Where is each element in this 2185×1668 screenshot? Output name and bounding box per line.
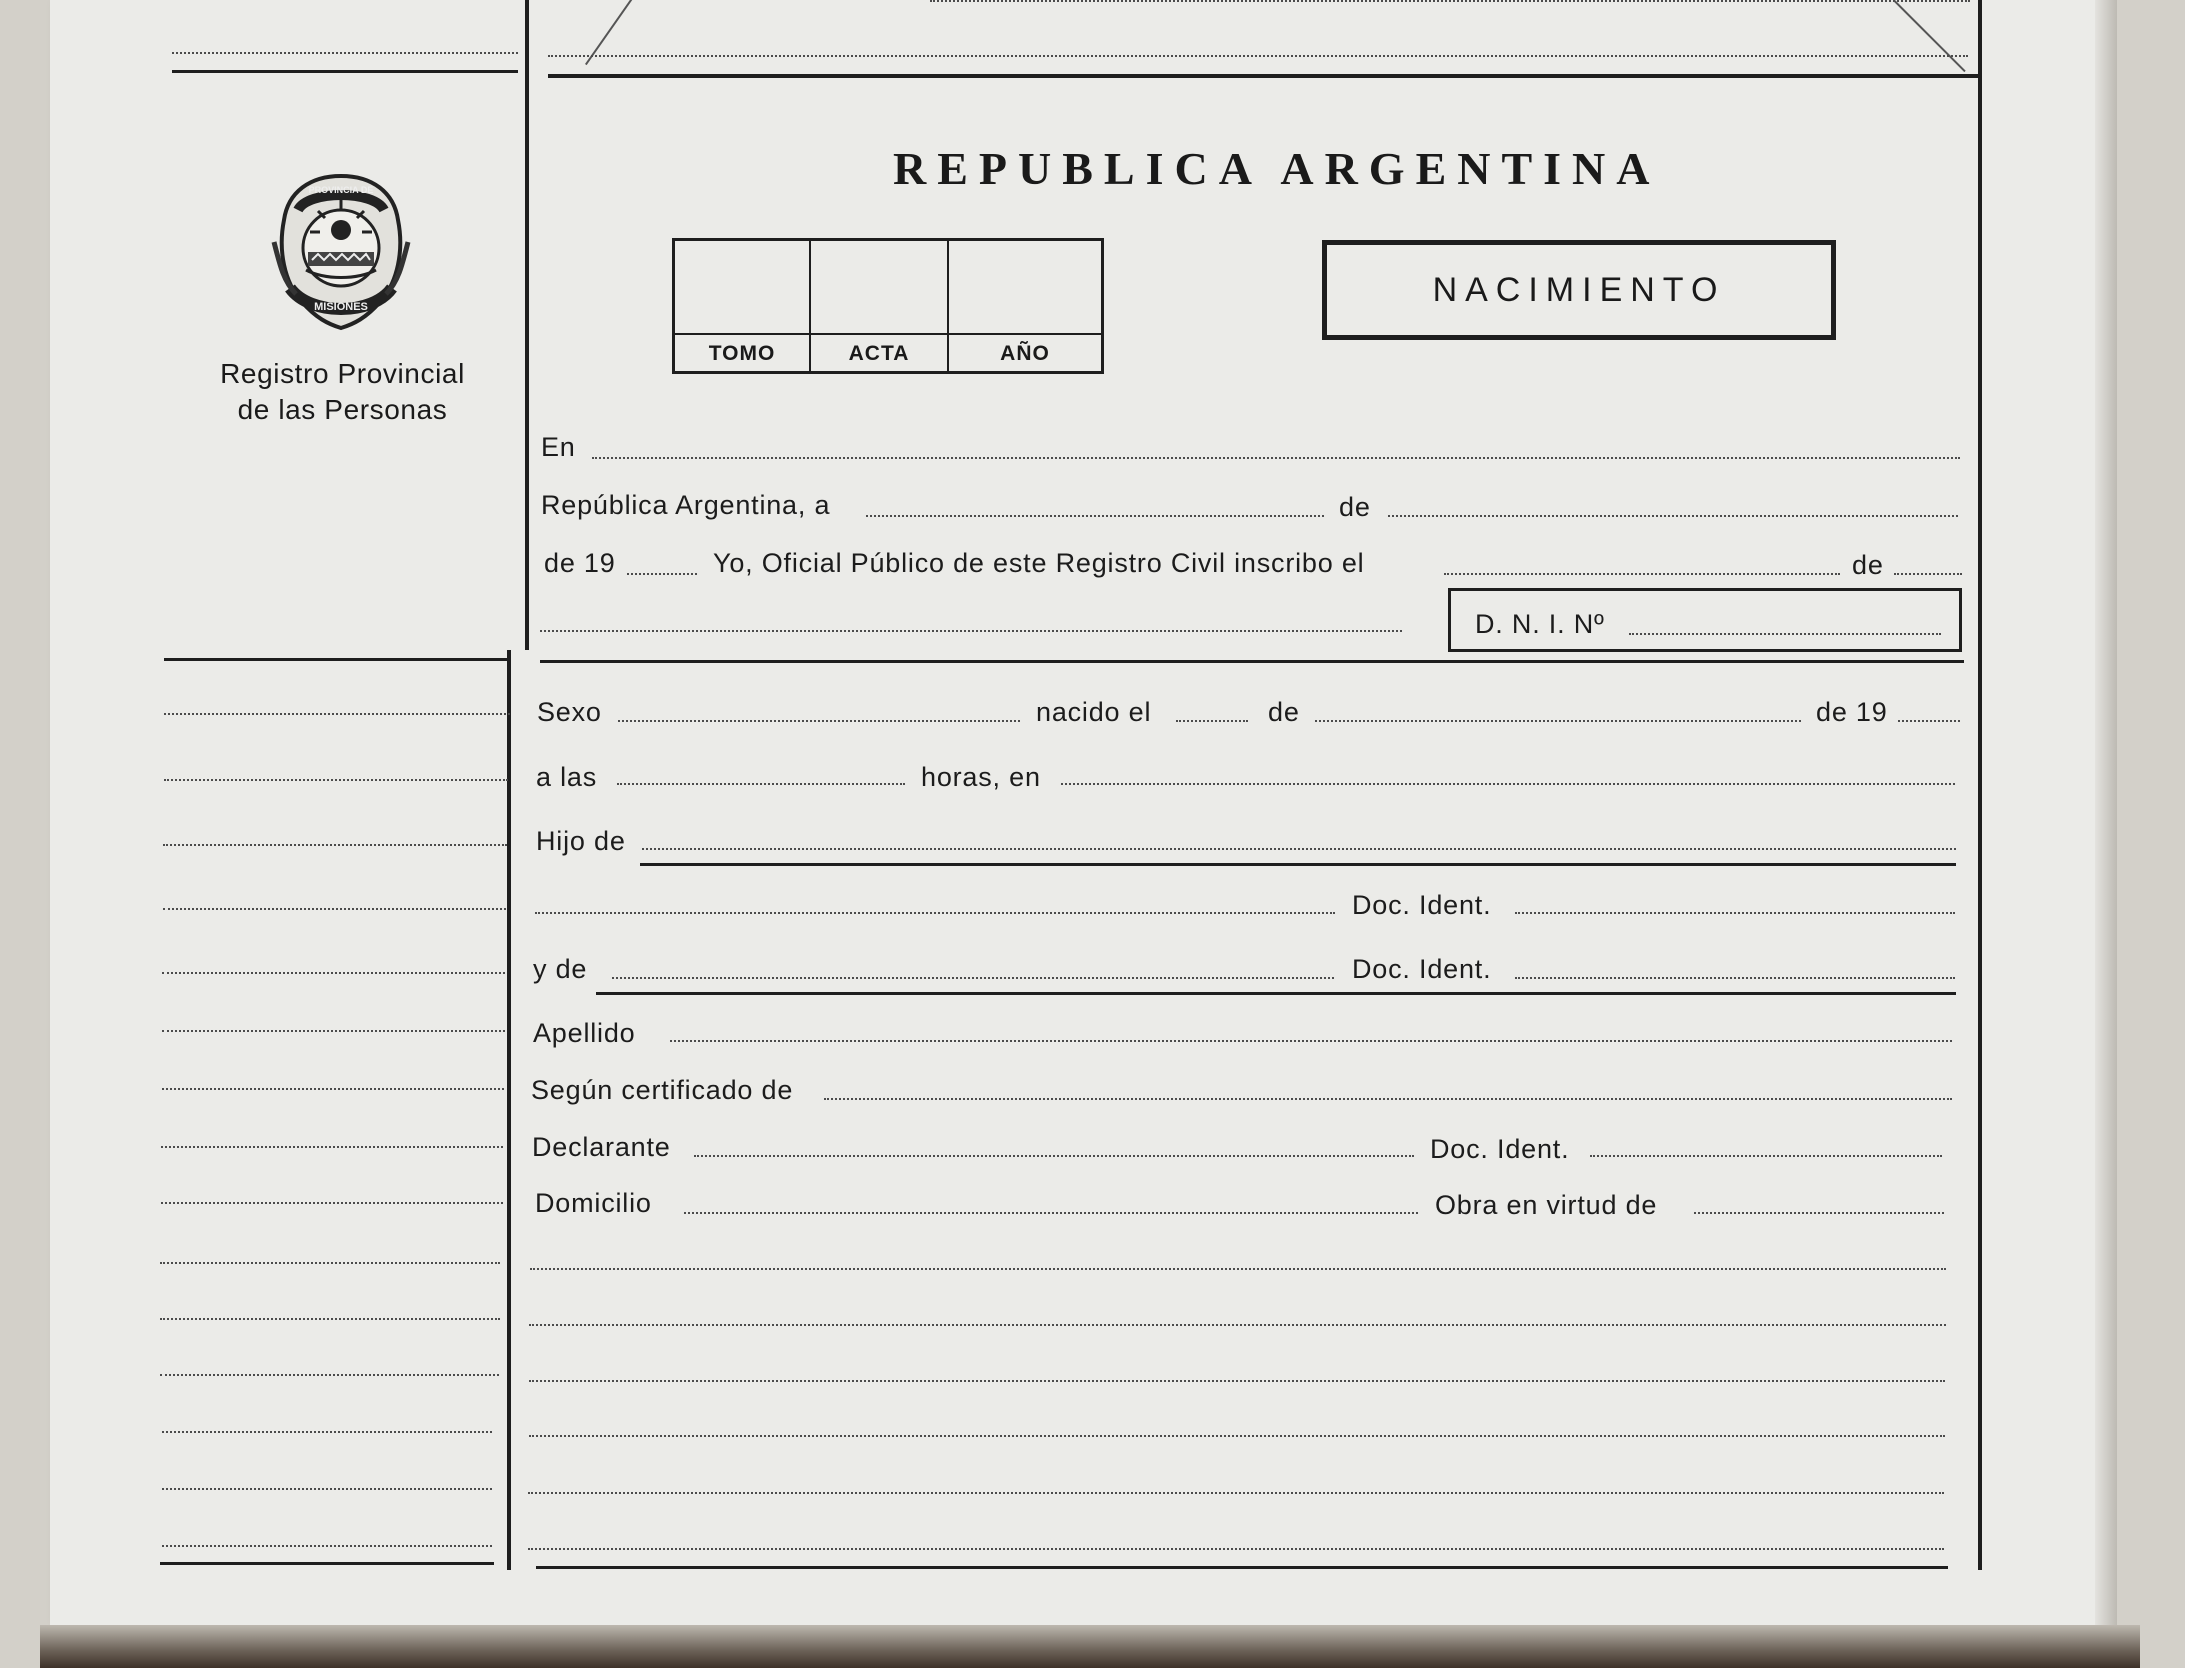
doc-ident-label: Doc. Ident. <box>1352 954 1492 984</box>
ano-label: AÑO <box>1000 342 1050 365</box>
seal-top-text: PROVINCIA DE <box>308 185 374 195</box>
dni-label: D. N. I. Nº <box>1475 609 1605 639</box>
inscription-date-field[interactable] <box>1444 573 1840 575</box>
registry-boxes <box>672 238 1104 374</box>
margin-note-line <box>164 713 510 715</box>
parent-rule <box>640 863 1956 866</box>
record-type-box <box>1322 240 1836 340</box>
margin-note-line <box>162 1431 492 1433</box>
yo-oficial-label: Yo, Oficial Público de este Registro Civil inscribo el <box>713 548 1365 578</box>
seal-bottom-text: MISIONES <box>314 301 368 313</box>
de-label: de <box>1852 550 1884 580</box>
box-divider <box>811 333 947 335</box>
margin-note-line <box>160 1318 500 1320</box>
observations-line[interactable] <box>530 1268 1946 1270</box>
top-dotline-upper <box>930 0 1970 2</box>
section-rule <box>540 660 1964 663</box>
mother-name-field[interactable] <box>612 977 1334 979</box>
left-column-bottom-rule <box>160 1562 494 1565</box>
registrant-name-field[interactable] <box>540 630 1402 632</box>
de-19-label: de 19 <box>1816 697 1888 727</box>
inscription-month-field[interactable] <box>1894 573 1962 575</box>
left-column-rule <box>164 658 510 661</box>
observations-line[interactable] <box>529 1435 1945 1437</box>
margin-note-line <box>164 779 508 781</box>
obra-en-virtud-field[interactable] <box>1694 1212 1944 1214</box>
de-label: de <box>1339 492 1371 522</box>
nacido-el-label: nacido el <box>1036 697 1152 727</box>
father-name-field[interactable] <box>642 848 1956 850</box>
issuer-name-line2: de las Personas <box>237 394 448 425</box>
certificado-field[interactable] <box>824 1098 1952 1100</box>
form-bottom-rule <box>536 1566 1948 1569</box>
misiones-seal-icon <box>270 170 412 332</box>
dni-field[interactable] <box>1629 633 1941 635</box>
mother-doc-field[interactable] <box>1515 977 1955 979</box>
observations-line[interactable] <box>528 1548 1944 1550</box>
doc-ident-label: Doc. Ident. <box>1352 890 1492 920</box>
ano-box[interactable] <box>949 241 1101 371</box>
observations-line[interactable] <box>528 1492 1944 1494</box>
month-field[interactable] <box>1388 515 1958 517</box>
observations-line[interactable] <box>529 1324 1946 1326</box>
top-rule-main <box>548 74 1978 78</box>
margin-note-line <box>161 1202 503 1204</box>
form-border-right <box>1978 0 1982 1570</box>
acta-box[interactable] <box>811 241 949 371</box>
top-rule-left <box>172 70 518 73</box>
en-label: En <box>541 432 576 462</box>
domicilio-label: Domicilio <box>535 1188 652 1218</box>
sexo-label: Sexo <box>537 697 602 727</box>
issuer-name-line1: Registro Provincial <box>220 358 465 389</box>
obra-en-virtud-label: Obra en virtud de <box>1435 1190 1658 1220</box>
observations-line[interactable] <box>529 1380 1945 1382</box>
page-edge <box>2095 0 2117 1630</box>
declarante-field[interactable] <box>694 1155 1414 1157</box>
box-divider <box>949 333 1101 335</box>
segun-certificado-label: Según certificado de <box>531 1075 794 1105</box>
margin-note-line <box>162 1488 492 1490</box>
a-las-label: a las <box>536 762 598 792</box>
margin-note-line <box>162 1088 504 1090</box>
divider-vertical-bottom <box>507 650 511 1570</box>
father-name-continued-field[interactable] <box>535 912 1335 914</box>
doc-ident-label: Doc. Ident. <box>1430 1134 1570 1164</box>
margin-note-line <box>161 1146 503 1148</box>
margin-note-line <box>160 1262 500 1264</box>
divider-vertical-top <box>525 0 529 650</box>
declarante-doc-field[interactable] <box>1590 1155 1942 1157</box>
day-field[interactable] <box>866 515 1324 517</box>
horas-en-label: horas, en <box>921 762 1041 792</box>
year-field[interactable] <box>627 573 697 575</box>
record-type-label: NACIMIENTO <box>1432 270 1726 309</box>
issuer-name <box>195 356 490 428</box>
father-doc-field[interactable] <box>1515 912 1955 914</box>
en-field[interactable] <box>592 457 1960 459</box>
y-de-label: y de <box>533 954 588 984</box>
tomo-box[interactable] <box>675 241 811 371</box>
parent-rule <box>596 992 1956 995</box>
top-dotline-main <box>548 55 1968 57</box>
hijo-de-label: Hijo de <box>536 826 626 856</box>
dni-box[interactable] <box>1448 588 1962 652</box>
margin-note-line <box>162 1545 492 1547</box>
box-divider <box>675 333 809 335</box>
domicilio-field[interactable] <box>684 1212 1418 1214</box>
birth-day-field[interactable] <box>1176 720 1248 722</box>
book-edge <box>40 1625 2140 1668</box>
margin-note-line <box>163 844 507 846</box>
page-title: REPUBLICA ARGENTINA <box>893 143 1661 194</box>
top-dotline-left <box>172 52 518 54</box>
sexo-field[interactable] <box>618 720 1020 722</box>
tomo-label: TOMO <box>708 342 776 365</box>
acta-label: ACTA <box>848 342 910 365</box>
declarante-label: Declarante <box>532 1132 671 1162</box>
margin-note-line <box>162 1030 505 1032</box>
republica-a-label: República Argentina, a <box>541 490 831 520</box>
apellido-field[interactable] <box>670 1040 1952 1042</box>
birth-month-field[interactable] <box>1315 720 1801 722</box>
birth-year-field[interactable] <box>1898 720 1960 722</box>
apellido-label: Apellido <box>533 1018 636 1048</box>
margin-note-line <box>162 972 505 974</box>
de-19-label: de 19 <box>544 548 616 578</box>
margin-note-line <box>160 1374 499 1376</box>
birth-hour-field[interactable] <box>617 783 905 785</box>
birth-place-field[interactable] <box>1061 783 1955 785</box>
margin-note-line <box>163 908 506 910</box>
de-label: de <box>1268 697 1300 727</box>
